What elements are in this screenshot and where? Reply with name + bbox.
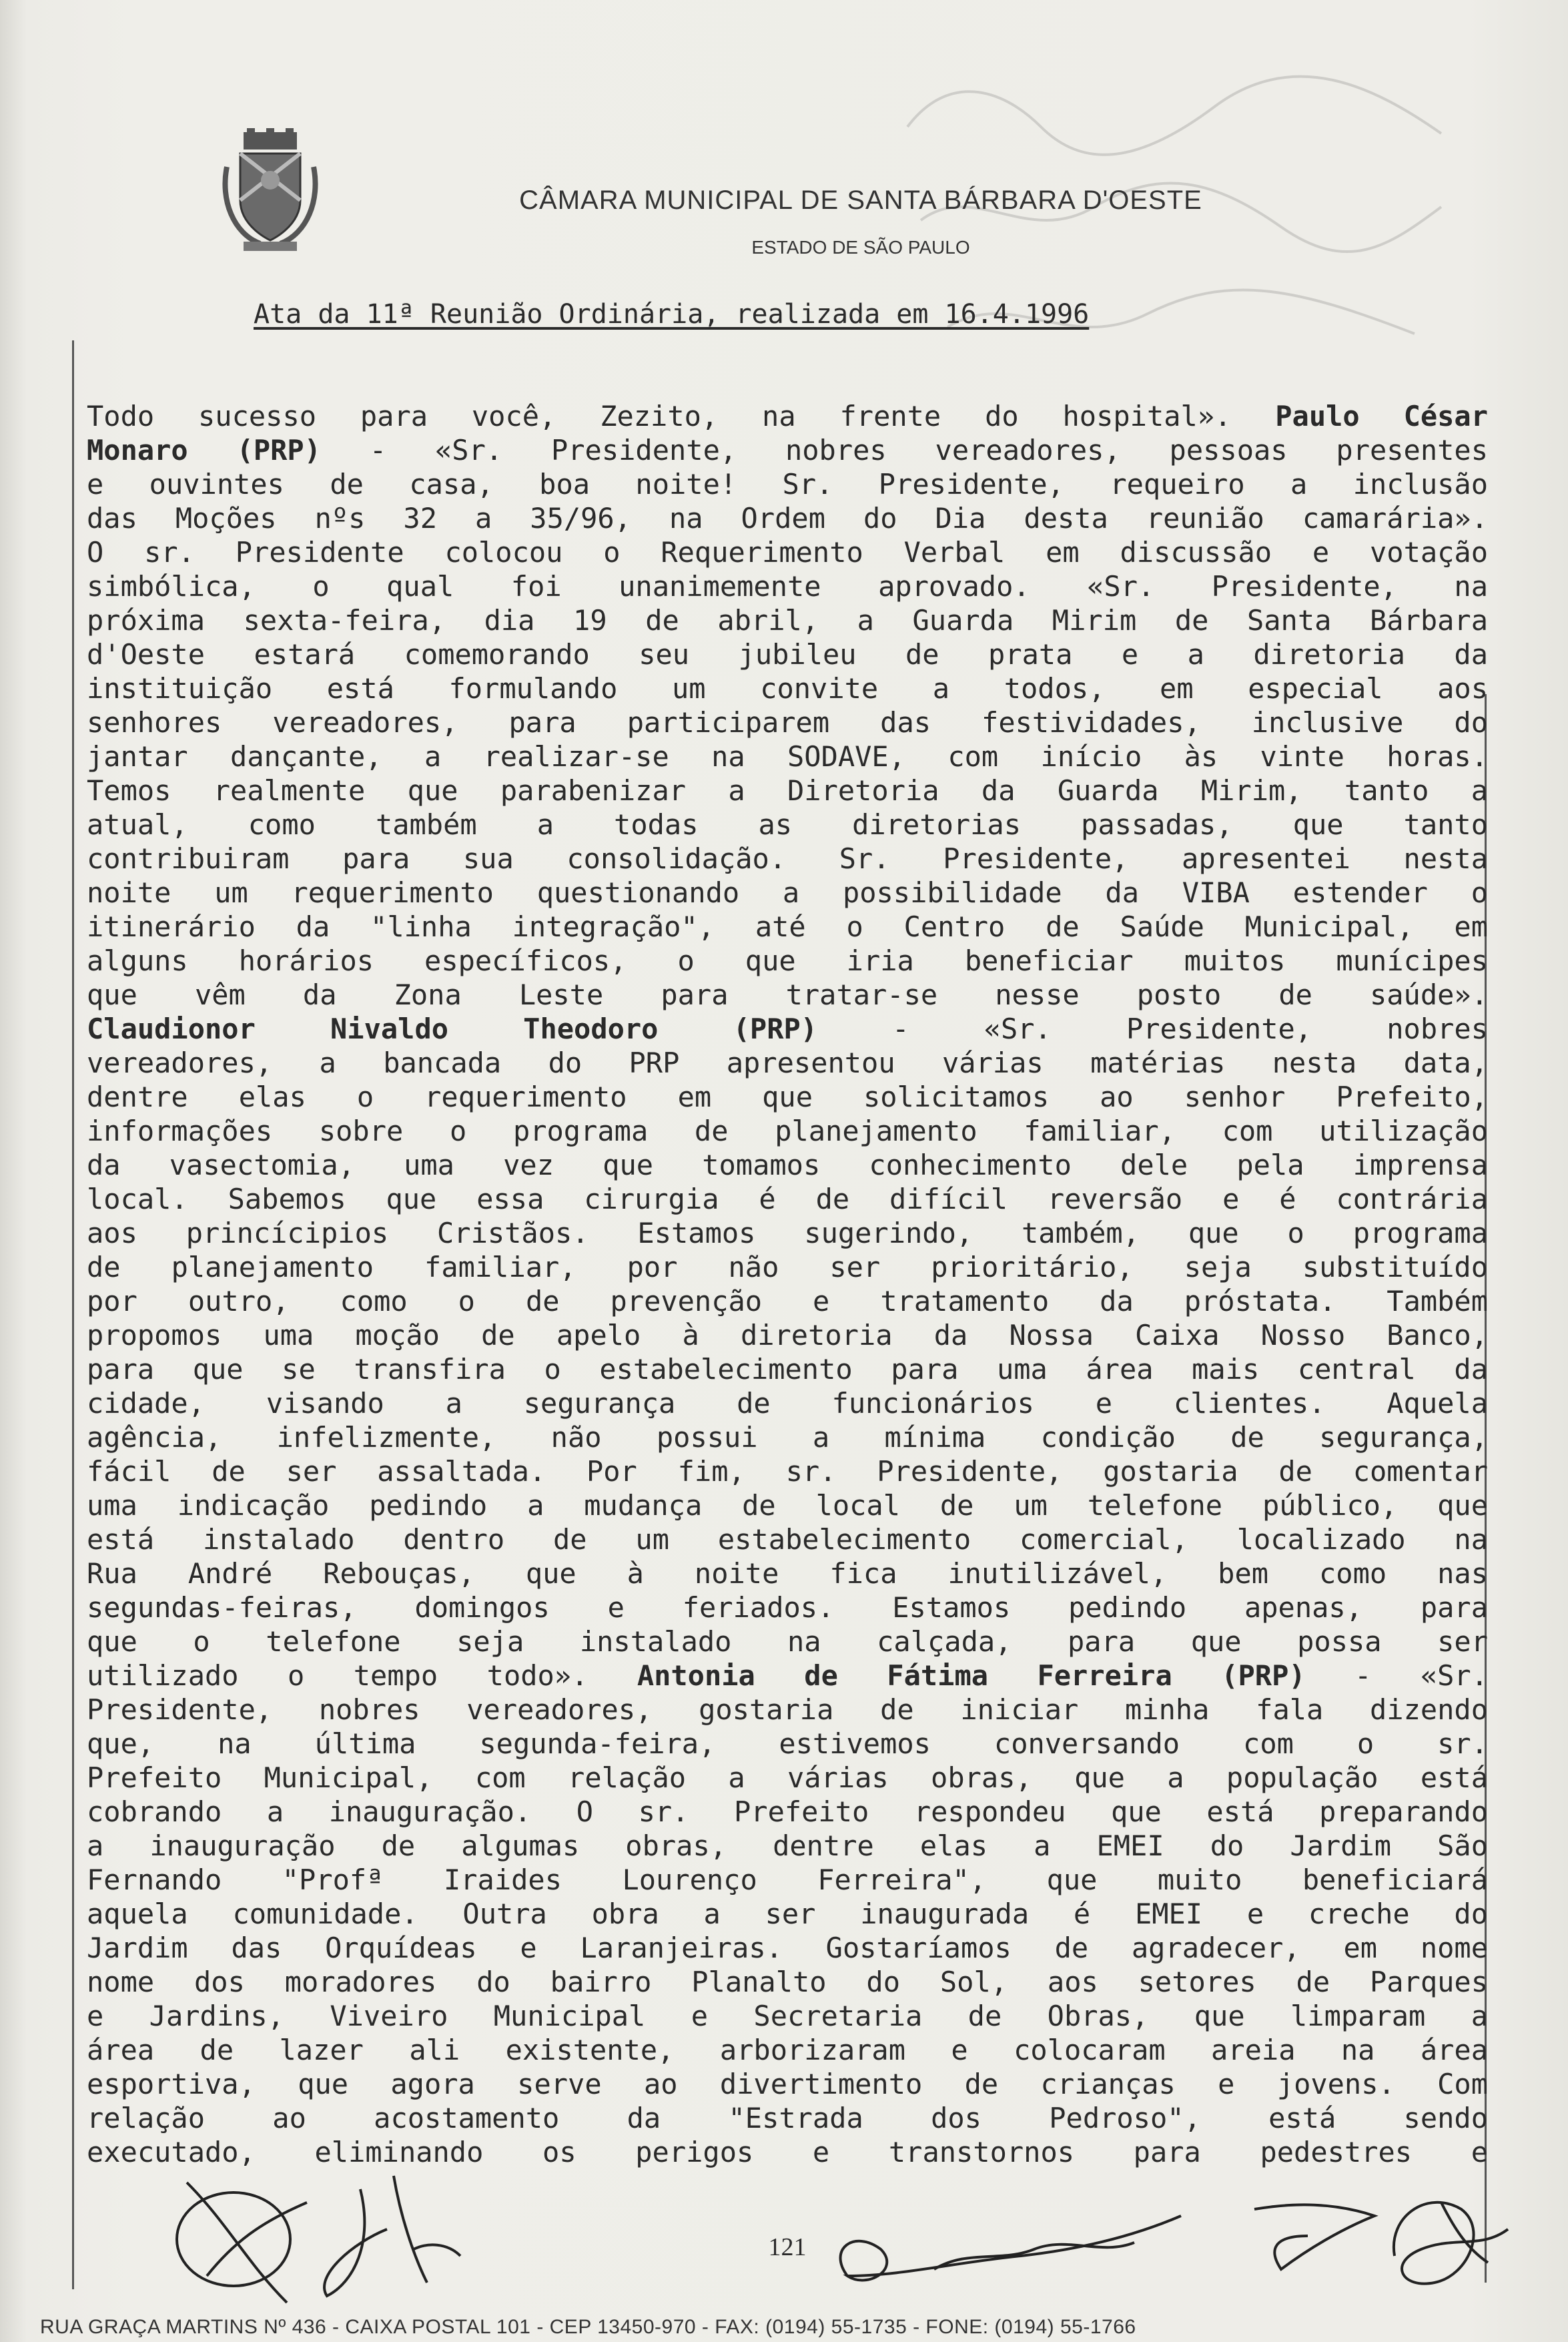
line-text: aos princícipios Cristãos. Estamos sugerindo, também, que o programa [87,1217,1488,1249]
text-line [87,944,1488,978]
line-text: contribuiram para sua consolidação. Sr. Presidente, apresentei nesta [87,842,1488,875]
line-text: itinerário da "linha integração", até o Centro de Saúde Municipal, em [87,910,1488,943]
line-text: informações sobre o programa de planejamento familiar, com utilização [87,1115,1488,1147]
signatures [133,2162,1521,2309]
text-line [87,1386,1488,1420]
text-line [87,433,1488,467]
text-line [87,1999,1488,2033]
line-text: senhores vereadores, para participarem das festividades, inclusive do [87,706,1488,739]
line-text: por outro, como o de prevenção e tratamento da próstata. Também [87,1285,1488,1318]
minutes-body [87,399,1488,2169]
page-number: 121 [768,2233,807,2261]
text-line [87,671,1488,705]
line-text: agência, infelizmente, não possui a mínima condição de segurança, [87,1421,1488,1454]
line-text: Jardim das Orquídeas e Laranjeiras. Gostaríamos de agradecer, em nome [87,1932,1488,1964]
line-text: que, na última segunda-feira, estivemos conversando com o sr. [87,1727,1488,1760]
line-text: fácil de ser assaltada. Por fim, sr. Presidente, gostaria de comentar [87,1455,1488,1488]
text-line [87,1420,1488,1454]
signature-2 [324,2176,460,2296]
text-line [87,876,1488,910]
text-line [87,569,1488,603]
institution-name: CÂMARA MUNICIPAL DE SANTA BÁRBARA D'OESTE [519,186,1202,215]
state-name: ESTADO DE SÃO PAULO [751,237,970,258]
text-line [87,1693,1488,1727]
line-text: a inauguração de algumas obras, dentre elas a EMEI do Jardim São [87,1829,1488,1862]
line-text: segundas-feiras, domingos e feriados. Estamos pedindo apenas, para [87,1591,1488,1624]
line-text: O sr. Presidente colocou o Requerimento Verbal em discussão e votação [87,536,1488,569]
line-text: - «Sr. Presidente, nobres [817,1012,1488,1045]
text-line [87,1863,1488,1897]
line-text: jantar dançante, a realizar-se na SODAVE, com início às vinte horas. [87,740,1488,773]
line-text: - «Sr. [1305,1659,1488,1692]
speaker-name: Antonia de Fátima Ferreira (PRP) [637,1659,1306,1692]
text-line [87,637,1488,671]
text-line [87,603,1488,637]
line-text: próxima sexta-feira, dia 19 de abril, a Guarda Mirim de Santa Bárbara [87,604,1488,637]
line-text: de planejamento familiar, por não ser prioritário, seja substituído [87,1251,1488,1283]
line-text: uma indicação pedindo a mudança de local de um telefone público, que [87,1489,1488,1522]
line-text: e ouvintes de casa, boa noite! Sr. Presidente, requeiro a inclusão [87,468,1488,501]
text-line [87,1522,1488,1556]
text-line [87,1352,1488,1386]
signature-4 [1254,2205,1375,2269]
text-line [87,1727,1488,1761]
bleed-through-signatures [867,47,1468,394]
text-line [87,1080,1488,1114]
text-line [87,501,1488,535]
text-line [87,1148,1488,1182]
line-text: Presidente, nobres vereadores, gostaria de iniciar minha fala dizendo [87,1693,1488,1726]
text-line [87,2033,1488,2067]
line-text: que vêm da Zona Leste para tratar-se nesse posto de saúde». [87,978,1488,1011]
text-line [87,1012,1488,1046]
text-line [87,740,1488,774]
signature-5 [1394,2203,1508,2284]
line-text: e Jardins, Viveiro Municipal e Secretaria de Obras, que limparam a [87,2000,1488,2032]
text-line [87,1761,1488,1795]
line-text: Rua André Rebouças, que à noite fica inutilizável, bem como nas [87,1557,1488,1590]
line-text: d'Oeste estará comemorando seu jubileu de prata e a diretoria da [87,638,1488,671]
text-line [87,808,1488,842]
text-line [87,1659,1488,1693]
line-text: dentre elas o requerimento em que solicitamos ao senhor Prefeito, [87,1081,1488,1113]
line-text: nome dos moradores do bairro Planalto do Sol, aos setores de Parques [87,1966,1488,1998]
text-line [87,978,1488,1012]
text-line [87,774,1488,808]
text-line [87,705,1488,740]
text-line [87,1454,1488,1488]
line-text: cobrando a inauguração. O sr. Prefeito respondeu que está preparando [87,1795,1488,1828]
text-line [87,1625,1488,1659]
line-text: instituição está formulando um convite a todos, em especial aos [87,672,1488,705]
line-text: - «Sr. Presidente, nobres vereadores, pessoas presentes [321,434,1488,467]
text-line [87,1488,1488,1522]
line-text: aquela comunidade. Outra obra a ser inaugurada é EMEI e creche do [87,1897,1488,1930]
municipal-coat-of-arms-icon [220,127,320,254]
minutes-title: Ata da 11ª Reunião Ordinária, realizada em 16.4.1996 [254,299,1090,330]
text-line [87,1216,1488,1250]
line-text: utilizado o tempo todo». [87,1659,637,1692]
line-text: simbólica, o qual foi unanimemente aprovado. «Sr. Presidente, na [87,570,1488,603]
footer-address: RUA GRAÇA MARTINS Nº 436 - CAIXA POSTAL 101 - CEP 13450-970 - FAX: (0194) 55-1735 - FONE: (0194) 55-1766 [40,2316,1136,2338]
line-text: Todo sucesso para você, Zezito, na frente do hospital». [87,400,1276,432]
text-line [87,1182,1488,1216]
text-line [87,1965,1488,1999]
text-line [87,1250,1488,1284]
line-text: noite um requerimento questionando a possibilidade da VIBA estender o [87,876,1488,909]
text-line [87,842,1488,876]
text-line [87,2067,1488,2101]
line-text: alguns horários específicos, o que iria beneficiar muitos munícipes [87,944,1488,977]
line-text: atual, como também a todas as diretorias passadas, que tanto [87,808,1488,841]
speaker-name: Claudionor Nivaldo Theodoro (PRP) [87,1012,818,1045]
text-line [87,1556,1488,1590]
line-text: Temos realmente que parabenizar a Diretoria da Guarda Mirim, tanto a [87,774,1488,807]
text-line [87,1931,1488,1965]
left-margin-rule [72,340,74,2289]
text-line [87,399,1488,433]
line-text: vereadores, a bancada do PRP apresentou várias matérias nesta data, [87,1047,1488,1079]
text-line [87,1795,1488,1829]
text-line [87,1046,1488,1080]
line-text: esportiva, que agora serve ao divertimento de crianças e jovens. Com [87,2068,1488,2100]
line-text: para que se transfira o estabelecimento para uma área mais central da [87,1353,1488,1386]
line-text: propomos uma moção de apelo à diretoria da Nossa Caixa Nosso Banco, [87,1319,1488,1352]
line-text: Prefeito Municipal, com relação a várias obras, que a população está [87,1761,1488,1794]
text-line [87,535,1488,569]
line-text: das Moções nºs 32 a 35/96, na Ordem do Dia desta reunião camarária». [87,502,1488,535]
text-line [87,467,1488,501]
line-text: área de lazer ali existente, arborizaram e colocaram areia na área [87,2034,1488,2066]
text-line [87,2101,1488,2135]
text-line [87,1114,1488,1148]
line-text: cidade, visando a segurança de funcionários e clientes. Aquela [87,1387,1488,1420]
text-line [87,1284,1488,1318]
text-line [87,1829,1488,1863]
line-text: que o telefone seja instalado na calçada, para que possa ser [87,1625,1488,1658]
signature-1 [177,2182,307,2303]
signature-3 [841,2216,1181,2280]
text-line [87,1897,1488,1931]
speaker-name: Paulo César [1275,400,1488,432]
speaker-name: Monaro (PRP) [87,434,321,467]
line-text: local. Sabemos que essa cirurgia é de difícil reversão e é contrária [87,1183,1488,1215]
text-line [87,1318,1488,1352]
line-text: Fernando "Profª Iraides Lourenço Ferreira", que muito beneficiará [87,1863,1488,1896]
line-text: da vasectomia, uma vez que tomamos conhecimento dele pela imprensa [87,1149,1488,1181]
line-text: está instalado dentro de um estabelecimento comercial, localizado na [87,1523,1488,1556]
text-line [87,910,1488,944]
line-text: relação ao acostamento da "Estrada dos Pedroso", está sendo [87,2102,1488,2134]
line-text: executado, eliminando os perigos e transtornos para pedestres e [87,2136,1488,2168]
text-line [87,1590,1488,1625]
